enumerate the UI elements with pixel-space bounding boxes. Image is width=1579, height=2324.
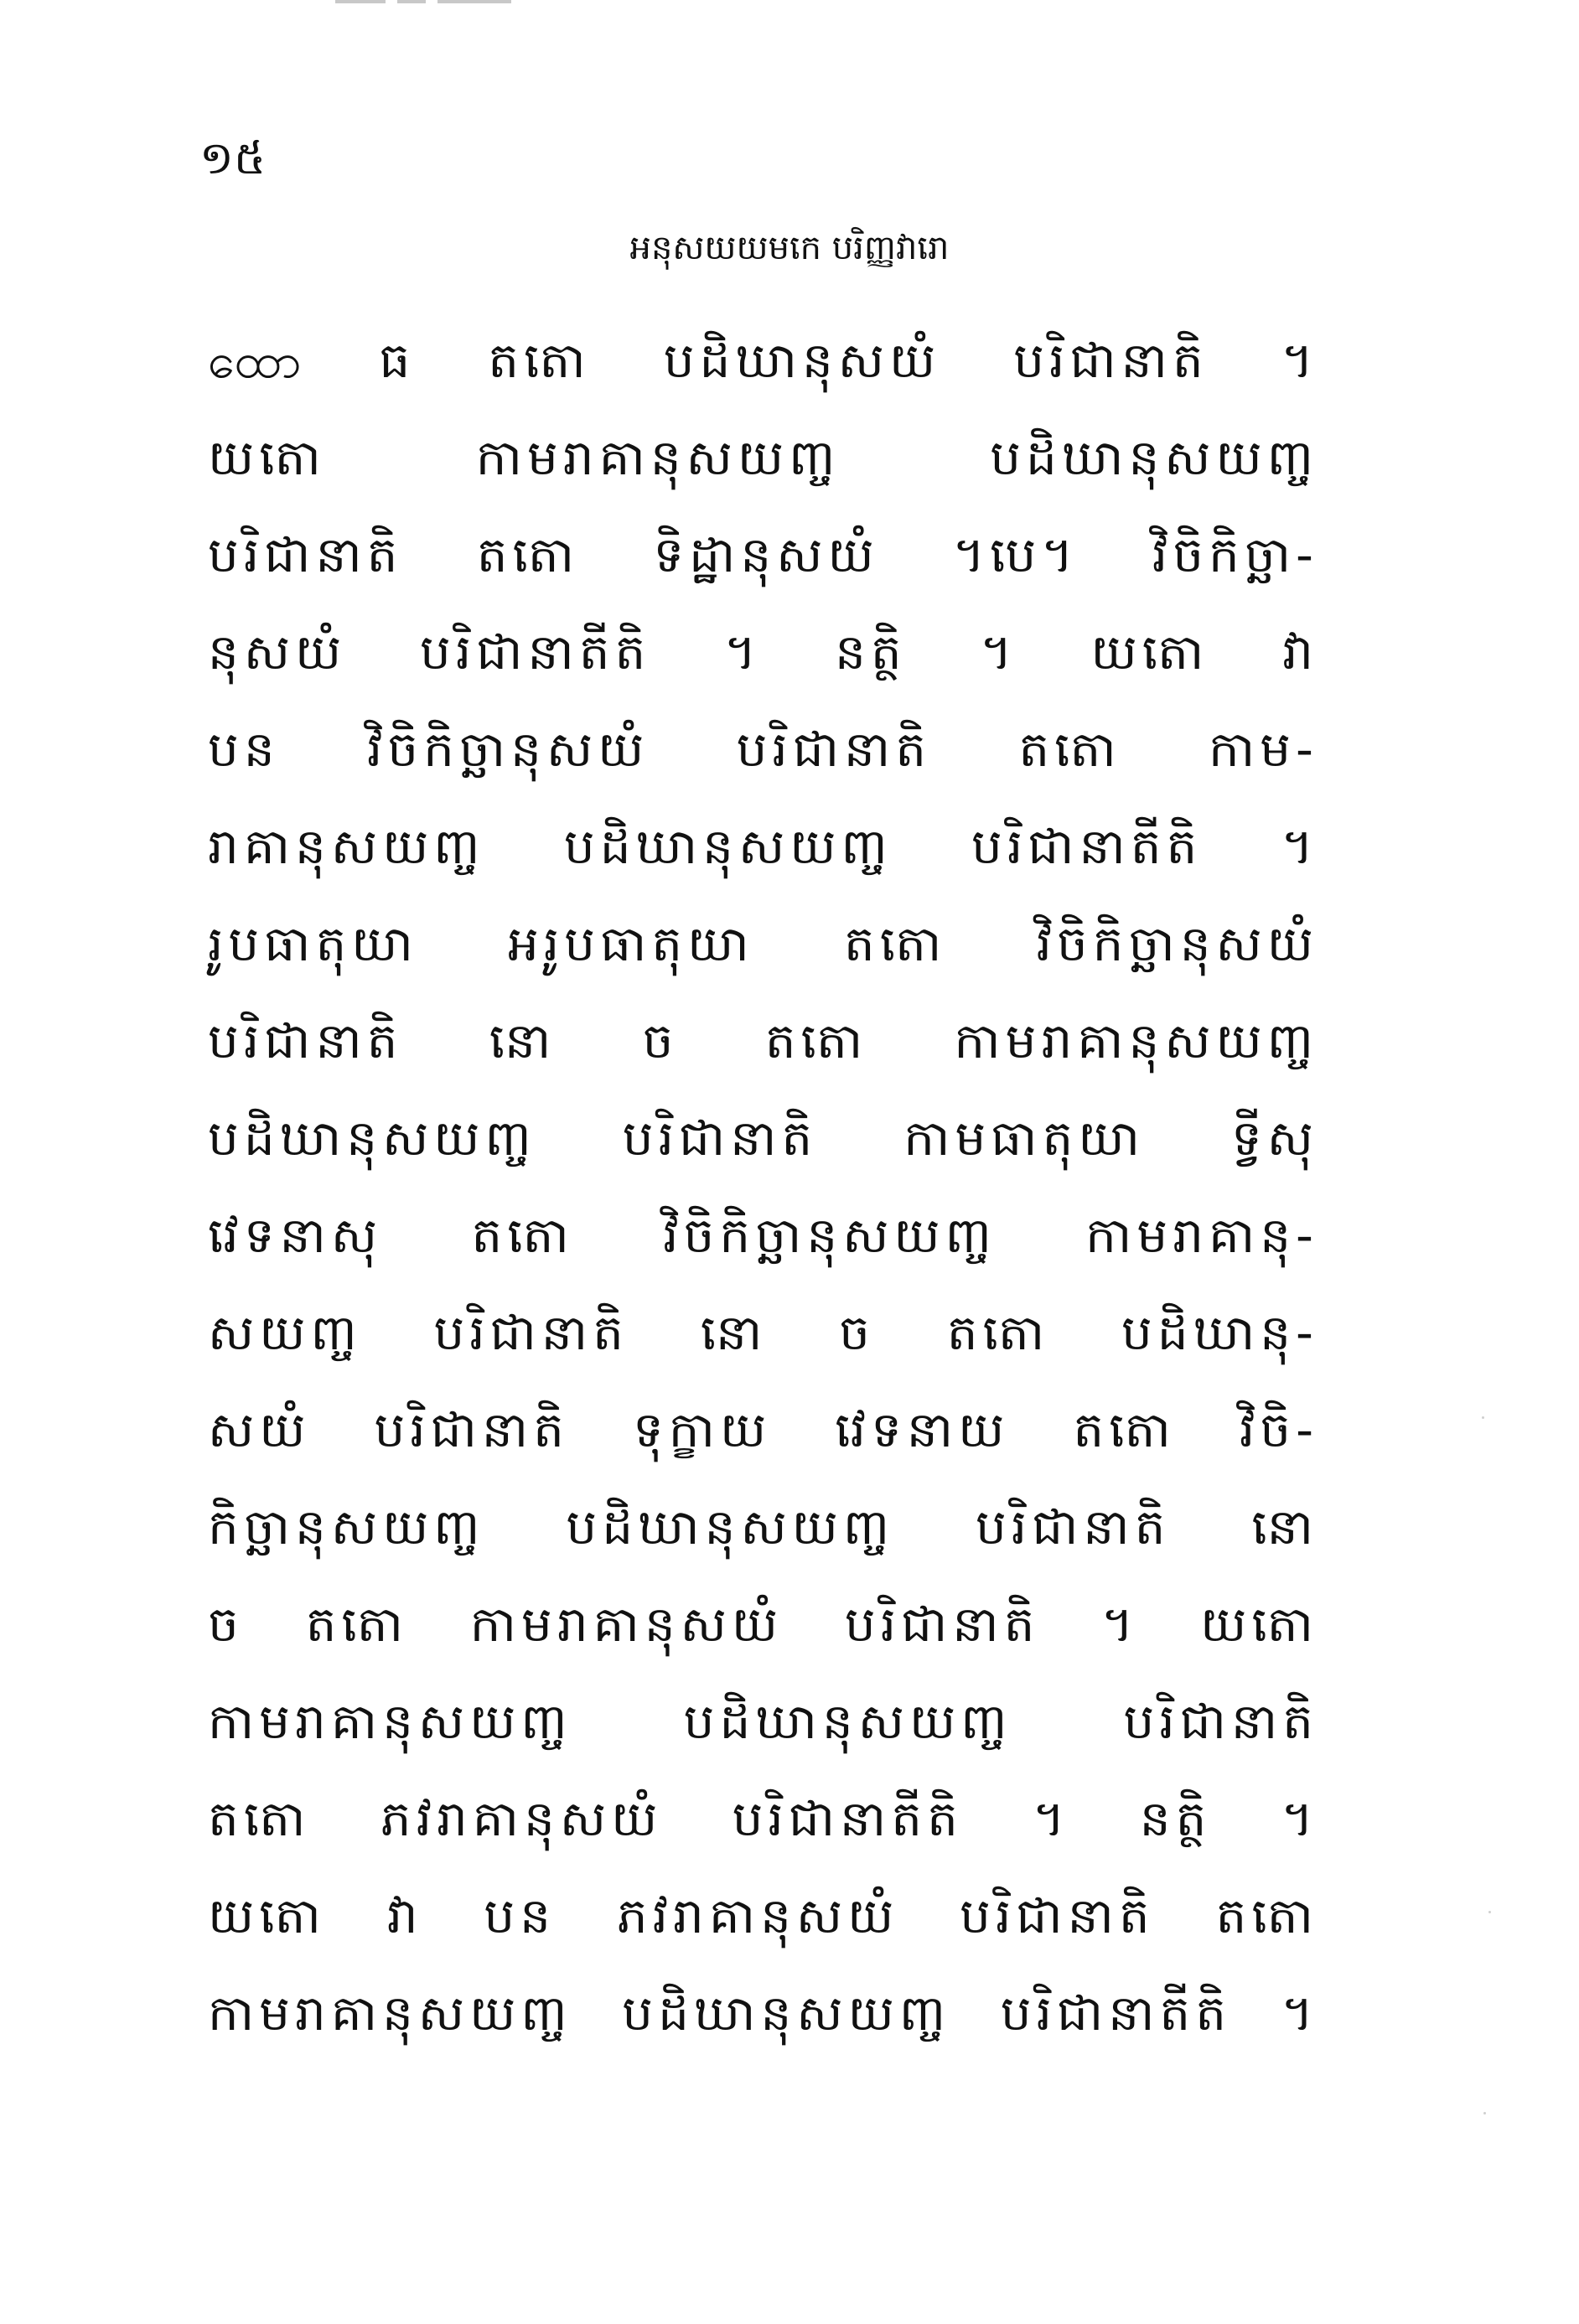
word: បន xyxy=(208,721,280,778)
body-text xyxy=(208,312,1318,2062)
word: កាម- xyxy=(1209,721,1318,778)
word: កាមរាគានុសយញ្ច xyxy=(208,1693,572,1750)
word: បដិឃានុសយញ្ច xyxy=(622,1985,951,2042)
word: យតោ xyxy=(1090,624,1209,681)
word: បរិជានាតិ xyxy=(736,721,932,778)
word: បរិជានាតិ xyxy=(208,1012,403,1069)
word: បរិជានាតិ xyxy=(975,1498,1171,1555)
text-line xyxy=(208,1187,1318,1284)
word: បដិឃានុសយញ្ច xyxy=(208,1110,536,1167)
word: អរូបធាតុយា xyxy=(508,915,754,972)
word: តតោ xyxy=(1215,1887,1318,1944)
word: ។ xyxy=(1033,1790,1070,1847)
word: បរិជានាតីតិ xyxy=(1000,1985,1232,2042)
text-line xyxy=(208,1478,1318,1576)
word: បរិជានាតិ xyxy=(208,526,403,583)
word: តតោ xyxy=(764,1012,868,1069)
word: យតោ xyxy=(208,1887,326,1944)
word: កាមរាគានុ- xyxy=(1085,1207,1318,1264)
word: ទុក្ខាយ xyxy=(632,1401,772,1458)
word: ច xyxy=(839,1304,875,1361)
scan-artifact-top xyxy=(335,0,562,8)
word: បរិជានាតិ xyxy=(433,1304,629,1361)
word: ។បេ។ xyxy=(952,526,1079,583)
word: ទិដ្ឋានុសយំ xyxy=(653,526,879,583)
word: សយញ្ច xyxy=(208,1304,362,1361)
word: កាមរាគានុសយញ្ច xyxy=(208,1985,572,2042)
word: នោ xyxy=(700,1304,768,1361)
text-line xyxy=(208,1770,1318,1867)
text-line xyxy=(208,1964,1318,2062)
text-line xyxy=(208,1867,1318,1964)
scan-speck xyxy=(1483,2112,1486,2114)
word: បរិជានាតិ xyxy=(374,1401,569,1458)
word: បដិឃានុសយញ្ច xyxy=(683,1693,1012,1750)
word: កាមធាតុយា xyxy=(903,1110,1145,1167)
word: រាគានុសយញ្ច xyxy=(208,818,485,875)
word: នោ xyxy=(1251,1498,1318,1555)
word: យតោ xyxy=(1200,1596,1318,1653)
word: តតោ xyxy=(476,526,580,583)
word: កាមរាគានុសយញ្ច xyxy=(954,1012,1318,1069)
word: វា xyxy=(1282,624,1318,681)
word: តតោ xyxy=(208,1790,311,1847)
text-line xyxy=(208,895,1318,992)
word: វា xyxy=(386,1887,423,1944)
word: វេទនាសុ xyxy=(208,1207,383,1264)
word: ច xyxy=(208,1596,244,1653)
word: រូបធាតុយា xyxy=(208,915,418,972)
word: កិច្ឆានុសយញ្ច xyxy=(208,1498,485,1555)
word: នត្ថិ xyxy=(835,624,907,681)
word: នោ xyxy=(489,1012,557,1069)
text-line xyxy=(208,1381,1318,1478)
word: តតោ xyxy=(488,332,591,389)
text-line xyxy=(208,1673,1318,1770)
word: វិចិកិច្ឆានុសយំ xyxy=(1036,915,1318,972)
word: បន xyxy=(484,1887,556,1944)
word: ។ xyxy=(724,624,762,681)
text-line xyxy=(208,312,1318,409)
word: តតោ xyxy=(1073,1401,1176,1458)
word: ភវរាគានុសយំ xyxy=(380,1790,663,1847)
word: យតោ xyxy=(208,429,326,486)
text-line xyxy=(208,992,1318,1090)
word: ។ xyxy=(1281,1985,1318,2042)
word: បរិជានាតិ xyxy=(960,1887,1155,1944)
word: វិចិកិច្ឆានុសយំ xyxy=(366,721,650,778)
word: ។ xyxy=(1281,1790,1318,1847)
word: បរិជានាតីតិ xyxy=(971,818,1203,875)
text-line xyxy=(208,603,1318,701)
page-number: ១៥ xyxy=(199,132,267,184)
text-line xyxy=(208,1576,1318,1673)
text-line xyxy=(208,701,1318,798)
word: នត្ថិ xyxy=(1139,1790,1212,1847)
word: បរិជានាតីតិ xyxy=(732,1790,963,1847)
word: តតោ xyxy=(843,915,947,972)
word: តតោ xyxy=(305,1596,409,1653)
word: វេទនាយ xyxy=(835,1401,1010,1458)
word: តតោ xyxy=(946,1304,1050,1361)
word: ច xyxy=(642,1012,679,1069)
word: បដិឃានុសយញ្ច xyxy=(990,429,1318,486)
word: បដិឃានុសយញ្ច xyxy=(563,818,893,875)
word: ។ xyxy=(1101,1596,1139,1653)
word: កាមរាគានុសយំ xyxy=(469,1596,784,1653)
word: ទ្វីសុ xyxy=(1230,1110,1318,1167)
word: វិចិកិច្ឆា- xyxy=(1152,526,1318,583)
word: បរិជានាតិ xyxy=(844,1596,1040,1653)
word: បដិឃានុសយញ្ច xyxy=(566,1498,895,1555)
word: បដិឃានុ- xyxy=(1121,1304,1318,1361)
word: សយំ xyxy=(208,1401,311,1458)
word: កាមរាគានុសយញ្ច xyxy=(475,429,841,486)
text-line xyxy=(208,798,1318,895)
word: ထော xyxy=(208,332,307,389)
word: តតោ xyxy=(1018,721,1121,778)
running-head: អនុសយយមកេ បរិញ្ញវារោ xyxy=(629,229,950,267)
word: វិចិកិច្ឆានុសយញ្ច xyxy=(663,1207,997,1264)
text-line xyxy=(208,1090,1318,1187)
word: បរិជានាតិ xyxy=(1013,332,1209,389)
word: ធ xyxy=(379,332,416,389)
text-line xyxy=(208,506,1318,603)
text-line xyxy=(208,409,1318,506)
scan-speck xyxy=(1482,1416,1484,1419)
word: តតោ xyxy=(471,1207,574,1264)
scan-speck xyxy=(1488,1911,1491,1913)
word: នុសយំ xyxy=(208,624,347,681)
word: វិចិ- xyxy=(1239,1401,1318,1458)
word: ។ xyxy=(1281,332,1318,389)
text-line xyxy=(208,1284,1318,1381)
word: ។ xyxy=(1281,818,1318,875)
word: បរិជានាតិ xyxy=(622,1110,818,1167)
word: ។ xyxy=(980,624,1017,681)
word: បរិជានាតិ xyxy=(1123,1693,1318,1750)
word: បរិជានាតីតិ xyxy=(420,624,651,681)
word: ភវរាគានុសយំ xyxy=(616,1887,899,1944)
word: បដិឃានុសយំ xyxy=(663,332,941,389)
